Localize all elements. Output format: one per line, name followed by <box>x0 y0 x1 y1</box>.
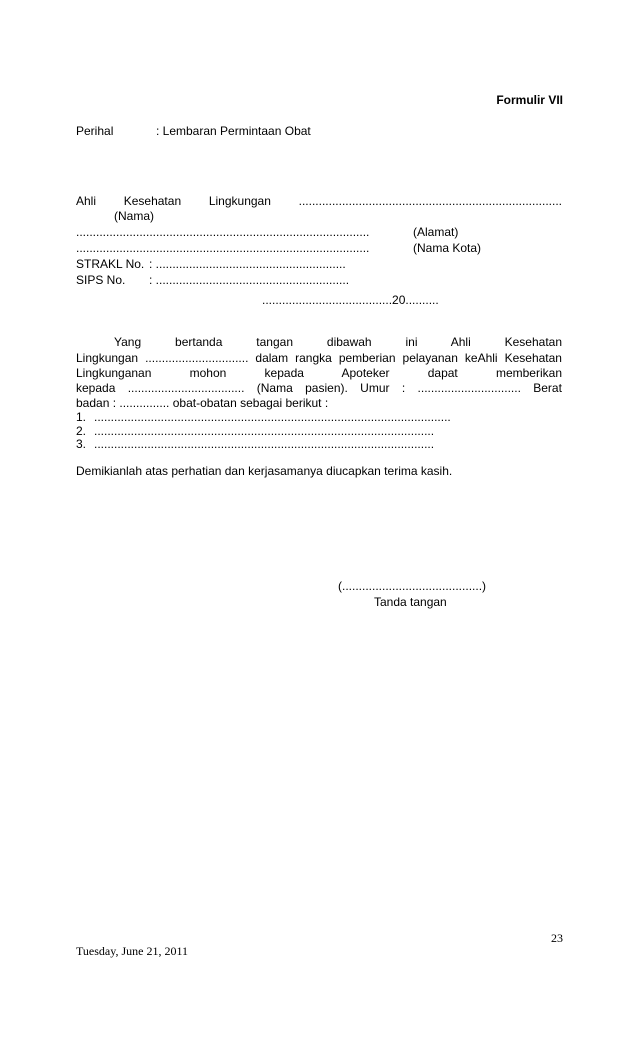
strakl-label: STRAKL No. <box>76 257 145 271</box>
alamat-dots: ........................................................................................ <box>76 225 370 239</box>
closing-text: Demikianlah atas perhatian dan kerjasamanya diucapkan terima kasih. <box>76 464 453 478</box>
item-dots: ...................................................................................................... <box>94 437 435 451</box>
ahli-line <box>76 194 562 209</box>
sips-value: : .......................................................... <box>149 273 350 287</box>
body-line-5: badan : ............... obat-obatan sebagai berikut : <box>76 396 329 410</box>
item-number: 3. <box>76 437 87 451</box>
signature-label: Tanda tangan <box>374 595 447 609</box>
item-number: 2. <box>76 424 87 438</box>
footer-date: Tuesday, June 21, 2011 <box>76 944 189 958</box>
subject-label: Perihal <box>76 124 114 138</box>
date-line: .......................................20.......... <box>262 293 439 307</box>
item-dots: ........................................................................................................... <box>94 410 451 424</box>
signature-blank: (..........................................) <box>338 579 487 593</box>
body-line-2: Lingkungan ............................... dalam rangka pemberian pelayanan keAhli Kesehatan <box>76 351 562 365</box>
alamat-label: (Alamat) <box>413 225 459 239</box>
kesehatan-word: Kesehatan <box>123 194 182 208</box>
form-title: Formulir VII <box>496 93 563 107</box>
sips-label: SIPS No. <box>76 273 126 287</box>
ahli-word: Ahli <box>76 194 97 208</box>
lingkungan-word: Lingkungan <box>208 194 271 208</box>
page-number: 23 <box>551 931 563 945</box>
subject-value: : Lembaran Permintaan Obat <box>156 124 311 138</box>
nama-label: (Nama) <box>114 209 155 223</box>
strakl-value: : ......................................................... <box>149 257 346 271</box>
body-line-3: Lingkunganan mohon kepada Apoteker dapat memberikan <box>76 366 562 380</box>
kota-dots: ........................................................................................ <box>76 241 370 255</box>
kota-label: (Nama Kota) <box>413 241 482 255</box>
item-dots: ...................................................................................................... <box>94 424 435 438</box>
ahli-name-dots: ............................................................................... <box>298 194 563 208</box>
item-number: 1. <box>76 410 87 424</box>
body-line-4: kepada ................................... (Nama pasien). Umur : ............................... Berat <box>76 381 562 395</box>
body-line-1: Yang bertanda tangan dibawah ini Ahli Kesehatan <box>114 335 563 349</box>
